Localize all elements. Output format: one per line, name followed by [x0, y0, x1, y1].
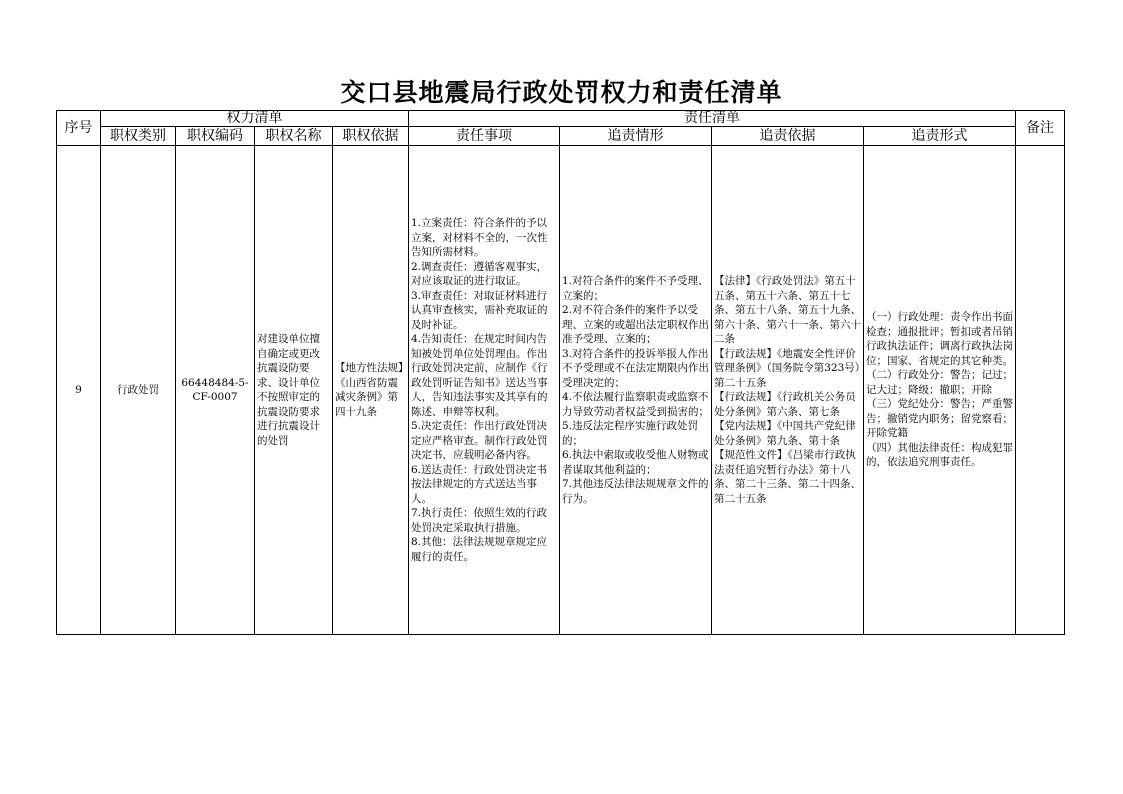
power-basis-value: 【地方性法规】《山西省防震减灾条例》第四十九条	[335, 362, 404, 418]
accountability-case: 2.对不符合条件的案件予以受理、立案的或超出法定职权作出准予受理、立案的；	[562, 304, 709, 345]
accountability-form: （二）行政处分：警告；记过；记大过；降级；撤职；开除	[866, 369, 1013, 396]
cell-power-type	[101, 146, 176, 635]
accountability-basis-item: 【党内法规】《中国共产党纪律处分条例》第九条、第十条	[714, 420, 856, 447]
power-code-value: 66448484-5-CF-0007	[181, 376, 249, 403]
responsibility-item: 3.审查责任：对取证材料进行认真审查核实，需补充取证的及时补证。	[411, 289, 548, 331]
header-power-code: 职权编码	[176, 127, 255, 146]
accountability-case: 3.对符合条件的投诉举报人作出不予受理或不在法定期限内作出受理决定的；	[562, 347, 709, 389]
responsibility-items-list	[409, 216, 559, 564]
cell-power-name	[255, 146, 333, 635]
responsibility-item: 7.执行责任：依照生效的行政处罚决定采取执行措施。	[411, 507, 548, 534]
header-power-type: 职权类别	[101, 127, 176, 146]
accountability-case: 5.违反法定程序实施行政处罚的；	[562, 420, 699, 447]
accountability-case: 6.执法中索取或收受他人财物或者谋取其他利益的；	[562, 449, 709, 476]
header-power-name: 职权名称	[255, 127, 333, 146]
accountability-case: 7.其他违反法律法规规章文件的行为。	[562, 478, 709, 505]
cell-responsibility-items	[409, 146, 560, 635]
power-responsibility-table	[56, 110, 1065, 635]
responsibility-item: 5.决定责任：作出行政处罚决定应严格审查。制作行政处罚决定书，应载明必备内容。	[411, 420, 548, 461]
responsibility-item: 4.告知责任：在规定时间内告知被处罚单位处罚理由。作出行政处罚决定前，应制作《行政处罚听证告知书》送达当事人，告知违法事实及其享有的陈述、申辩等权利。	[411, 333, 548, 418]
document-title: 交口县地震局行政处罚权力和责任清单	[340, 78, 783, 107]
power-type-value: 行政处罚	[117, 383, 159, 396]
responsibility-item: 2.调查责任：遵循客观事实，对应该取证的进行取证。	[411, 260, 548, 287]
cell-accountability-forms	[864, 146, 1016, 635]
accountability-basis-list	[712, 274, 863, 506]
accountability-form: （四）其他法律责任：构成犯罪的，依法追究刑事责任。	[866, 441, 1013, 469]
cell-power-basis	[333, 146, 409, 635]
accountability-basis-item: 【规范性文件】《吕梁市行政执法责任追究暂行办法》第十八条、第二十三条、第二十四条、第二十五条	[714, 449, 861, 505]
accountability-case: 1.对符合条件的案件不予受理、立案的；	[562, 275, 709, 302]
header-seq: 序号	[57, 111, 101, 146]
cell-power-code	[176, 146, 255, 635]
cell-accountability-cases	[560, 146, 712, 635]
header-remarks: 备注	[1016, 111, 1065, 146]
accountability-basis-item: 【行政法规】《行政机关公务员处分条例》第六条、第七条	[714, 391, 856, 418]
responsibility-item: 6.送达责任：行政处罚决定书按法律规定的方式送达当事人。	[411, 463, 548, 505]
accountability-forms-list	[864, 310, 1015, 470]
accountability-cases-list	[560, 274, 711, 506]
accountability-form: （一）行政处理：责令作出书面检查；通报批评；暂扣或者吊销行政执法证件；调离行政执法岗位；国家、省规定的其它种类。	[866, 311, 1013, 367]
responsibility-item: 8.其他：法律法规规章规定应履行的责任。	[411, 536, 548, 563]
accountability-form: （三）党纪处分：警告；严重警告；撤销党内职务；留党察看；开除党籍	[866, 398, 1013, 440]
responsibility-item: 1.立案责任：符合条件的予以立案，对材料不全的，一次性告知所需材料。	[411, 217, 548, 258]
table-row	[57, 146, 1065, 635]
header-accountability-forms: 追责形式	[864, 127, 1016, 146]
power-name-value: 对建设单位擅自确定或更改抗震设防要求、设计单位不按照审定的抗震设防要求进行抗震设计的处罚	[257, 333, 320, 447]
cell-seq	[57, 146, 101, 635]
cell-accountability-basis	[712, 146, 864, 635]
header-responsibility-items: 责任事项	[409, 127, 560, 146]
header-accountability-cases: 追责情形	[560, 127, 712, 146]
accountability-basis-item: 【法律】《行政处罚法》第五十五条、第五十六条、第五十七条、第五十八条、第五十九条、第六十条、第六十一条、第六十二条	[714, 275, 861, 345]
header-responsibility-list: 责任清单	[409, 111, 1016, 127]
accountability-basis-item: 【行政法规】《地震安全性评价管理条例》（国务院令第323号）第二十五条	[714, 347, 861, 389]
cell-remarks	[1016, 146, 1065, 635]
accountability-case: 4.不依法履行监察职责或监察不力导致劳动者权益受到损害的；	[562, 391, 709, 418]
header-power-list: 权力清单	[101, 111, 409, 127]
seq-value: 9	[75, 383, 82, 396]
header-accountability-basis: 追责依据	[712, 127, 864, 146]
header-power-basis: 职权依据	[333, 127, 409, 146]
